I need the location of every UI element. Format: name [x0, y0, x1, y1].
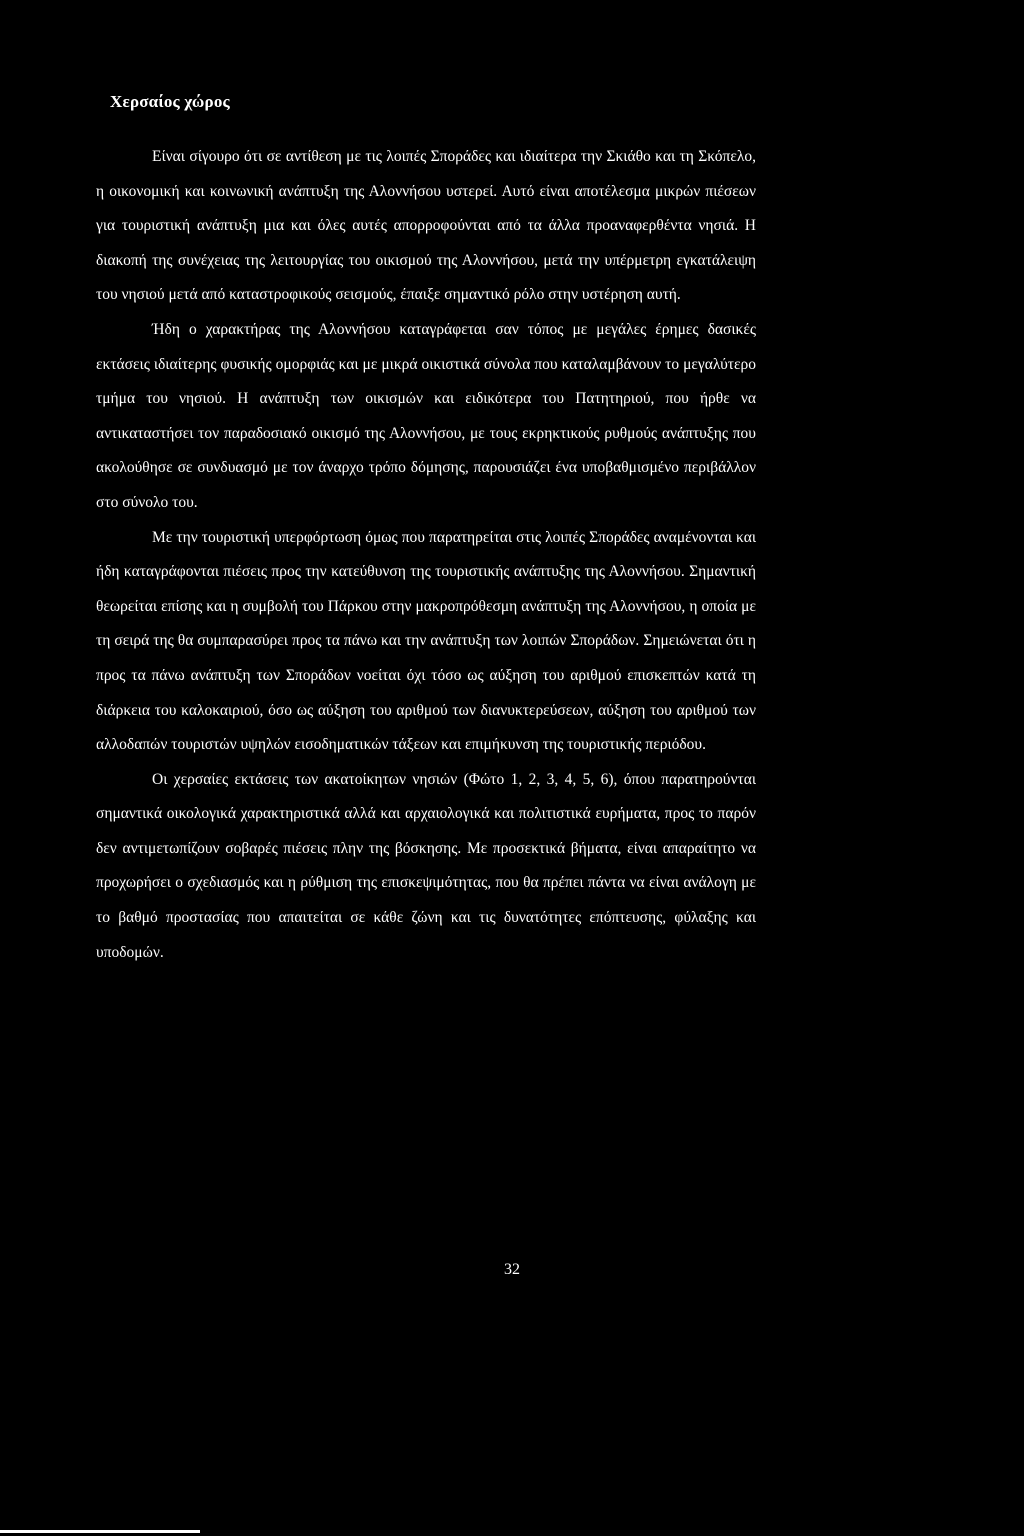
paragraph-1: Είναι σίγουρο ότι σε αντίθεση με τις λοιπές Σποράδες και ιδιαίτερα την Σκιάθο και τη Σκόπελο, η οικονομική και κοινωνική ανάπτυξη της Αλοννήσου υστερεί. Αυτό είναι αποτέλεσμα μικρών πιέσεων για τουριστική ανάπτυξη μια και όλες αυτές απορροφούνται από τα άλλα προαναφερθέντα νησιά. Η διακοπή της συνέχειας της λειτουργίας του οικισμού της Αλοννήσου, μετά την υπέρμετρη εγκατάλειψη του νησιού μετά από καταστροφικούς σεισμούς, έπαιξε σημαντικό ρόλο στην υστέρηση αυτή. [96, 148, 756, 304]
scan-edge-divider [0, 1530, 200, 1533]
section-heading: Χερσαίος χώρος [110, 92, 230, 111]
paragraph-2: Ήδη ο χαρακτήρας της Αλοννήσου καταγράφεται σαν τόπος με μεγάλες έρημες δασικές εκτάσεις ιδιαίτερης φυσικής ομορφιάς και με μικρά οικιστικά σύνολα που καταλαμβάνουν το μεγαλύτερο τμήμα του νησιού. Η ανάπτυξη των οικισμών και ειδικότερα του Πατητηριού, που ήρθε να αντικαταστήσει τον παραδοσιακό οικισμό της Αλοννήσου, με τους εκρηκτικούς ρυθμούς ανάπτυξης που ακολούθησε σε συνδυασμό με τον άναρχο τρόπο δόμησης, παρουσιάζει ένα υποβαθμισμένο περιβάλλον στο σύνολο του. [96, 320, 756, 511]
paragraph-4: Οι χερσαίες εκτάσεις των ακατοίκητων νησιών (Φώτο 1, 2, 3, 4, 5, 6), όπου παρατηρούνται σημαντικά οικολογικά χαρακτηριστικά αλλά και αρχαιολογικά και πολιτιστικά ευρήματα, προς το παρόν δεν αντιμετωπίζουν σοβαρές πιέσεις πλην της βόσκησης. Με προσεκτικά βήματα, είναι απαραίτητο να προχωρήσει ο σχεδιασμός και η ρύθμιση της επισκεψιμότητας, που θα πρέπει πάντα να είναι ανάλογη με το βαθμό προστασίας που απαιτείται σε κάθε ζώνη και τις δυνατότητες επόπτευσης, φύλαξης και υποδομών. [96, 770, 756, 961]
paragraph-3: Με την τουριστική υπερφόρτωση όμως που παρατηρείται στις λοιπές Σποράδες αναμένονται και ήδη καταγράφονται πιέσεις προς την κατεύθυνση της τουριστικής ανάπτυξης της Αλοννήσου. Σημαντική θεωρείται επίσης και η συμβολή του Πάρκου στην μακροπρόθεσμη ανάπτυξη της Αλοννήσου, η οποία με τη σειρά της θα συμπαρασύρει προς τα πάνω και την ανάπτυξη των λοιπών Σποράδων. Σημειώνεται ότι η προς τα πάνω ανάπτυξη των Σποράδων νοείται όχι τόσο ως αύξηση του αριθμού επισκεπτών κατά τη διάρκεια του καλοκαιριού, όσο ως αύξηση του αριθμού των διανυκτερεύσεων, αύξηση του αριθμού των αλλοδαπών τουριστών υψηλών εισοδηματικών τάξεων και επιμήκυνση της τουριστικής περιόδου. [96, 528, 756, 754]
body-text [96, 140, 756, 970]
page-number: 32 [504, 1261, 520, 1278]
